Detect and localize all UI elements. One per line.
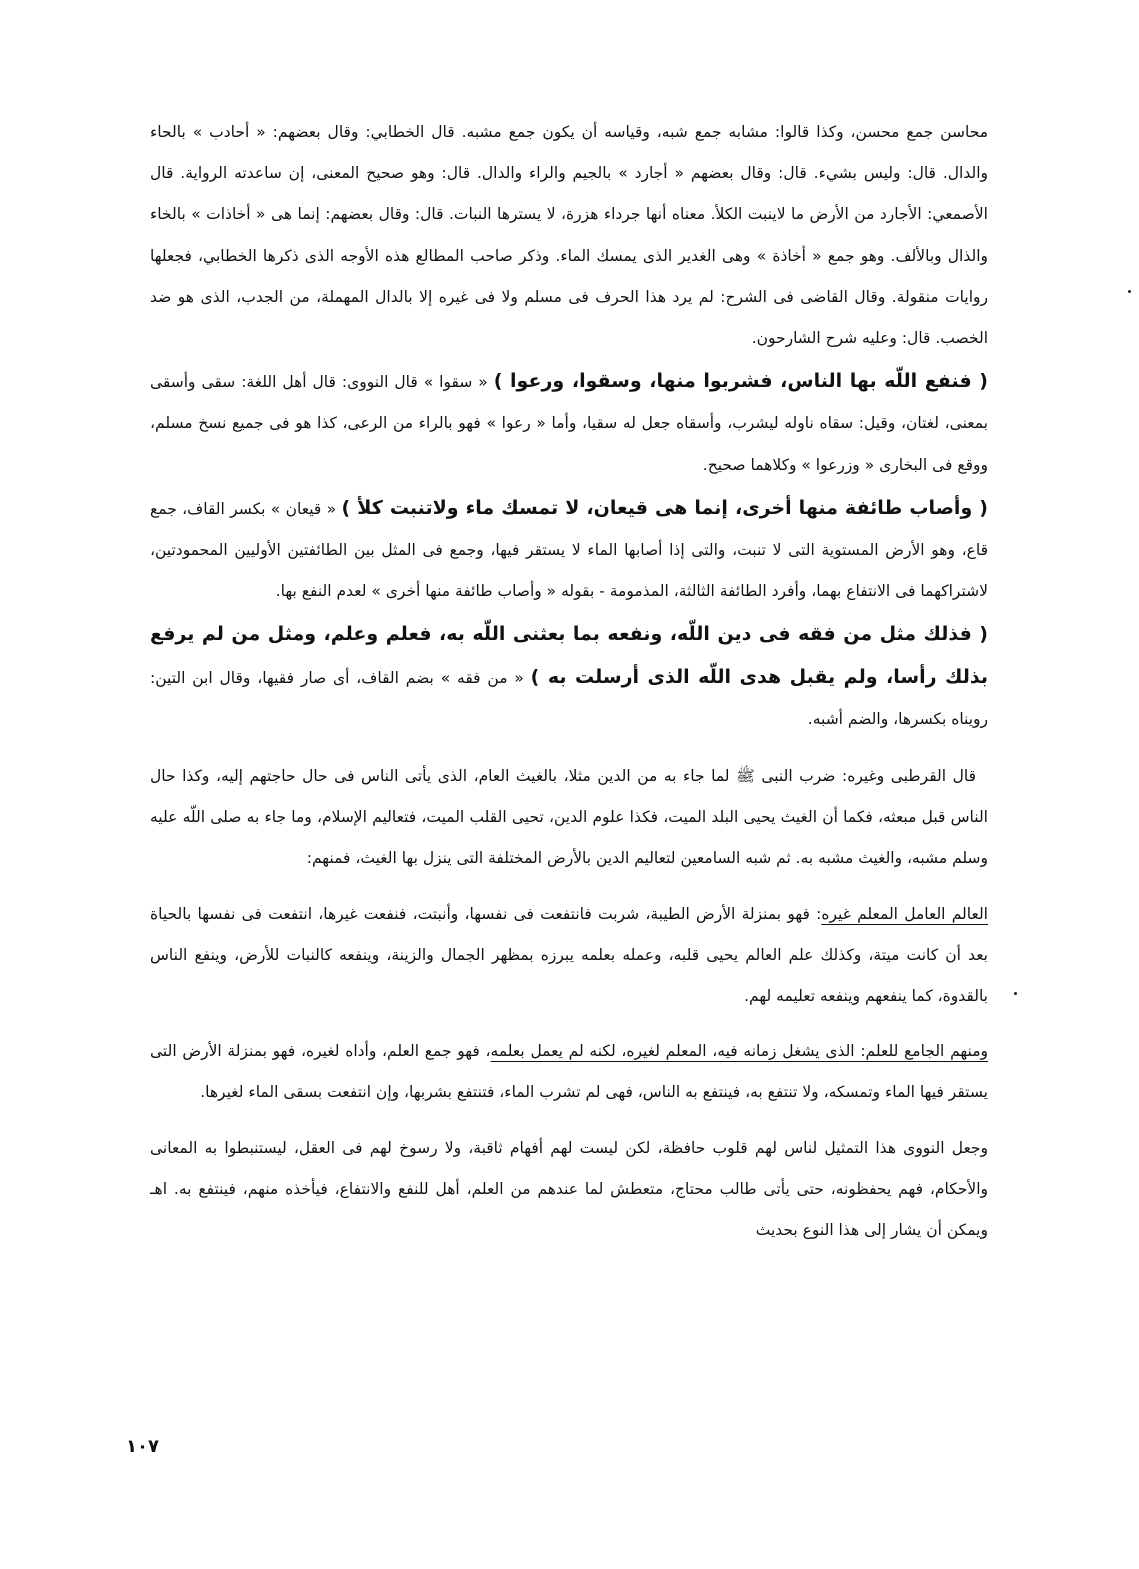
hadith-quote-3: ( فذلك مثل من فقه فى دين اللّه، ونفعه بما بعثنى اللّه به، فعلم وعلم، ومثل من لم يرفع بذلك رأسا، ولم يقبل هدى اللّه الذى أرسلت به ) [150,623,988,688]
paragraph-6 [150,894,988,1018]
paragraph-1-text: محاسن جمع محسن، وكذا قالوا: مشابه جمع شبه، وقياسه أن يكون جمع مشبه. قال الخطابي: وقال بعضهم: « أحادب » بالحاء والدال. قال: وليس بشيء. قال: وقال بعضهم « أجارد » بالجيم والراء والدال. قال: وهو صحيح المعنى، إن ساعدته الرواية. قال الأصمعي: الأجارد من الأرض ما لاينبت الكلأ. معناه أنها جرداء هزرة، لا يسترها النبات. قال: وقال بعضهم: إنما هى « أخاذات » بالخاء والذال وبالألف. وهو جمع « أخاذة » وهى الغدير الذى يمسك الماء. وذكر صاحب المطالع هذه الأوجه الذى ذكرها الخطابي، فجعلها روايات منقولة. وقال القاضى فى الشرح: لم يرد هذا الحرف فى مسلم ولا فى غيره إلا بالدال المهملة، من الجدب، الذى هو ضد الخصب. قال: وعليه شرح الشارحون. [150,123,988,348]
paragraph-2-commentary: « سقوا » قال النووى: قال أهل اللغة: سقى وأسقى بمعنى، لغتان، وقيل: سقاه ناوله ليشرب، وأسقاه جعل له سقيا، وأما « رعوا » فهو بالراء من الرعى، كذا هو فى جميع نسخ مسلم، ووقع فى البخارى « وزرعوا » وكلاهما صحيح. [150,373,988,474]
paragraph-6-text: : فهو بمنزلة الأرض الطيبة، شربت فانتفعت فى نفسها، وأنبتت، فنفعت غيرها، انتفعت فى نفسها بالحياة بعد أن كانت ميتة، وكذلك علم العالم يحيى قلبه، وعمله بعلمه يبرزه بمظهر الجمال والزينة، وينفعه كالنبات للأرض، وينفع الناس بالقدوة، كما ينفعهم وينفعه تعليمه لهم. [150,904,988,1006]
paragraph-3 [150,488,988,613]
paragraph-4 [150,614,988,740]
paragraph-2 [150,361,988,486]
paragraph-4-commentary: « من فقه » بضم القاف، أى صار فقيها، وقال ابن التين: رويناه بكسرها، والضم أشبه. [150,668,988,728]
paragraph-3-commentary: « قيعان » بكسر القاف، جمع قاع، وهو الأرض المستوية التى لا تنبت، والتى إذا أصابها الماء لا يستقر فيها، وجمع فى المثل بين الطائفتين الأوليين المحمودتين، لاشتراكهما فى الانتفاع بهما، وأفرد الطائفة الثالثة، المذمومة - بقوله « وأصاب طائفة منها أخرى » لعدم النفع بها. [150,499,988,601]
hadith-quote-1: ( فنفع اللّه بها الناس، فشربوا منها، وسقوا، ورعوا ) [493,370,988,393]
paragraph-5 [150,756,988,880]
paragraph-8-text: وجعل النووى هذا التمثيل لناس لهم قلوب حافظة، لكن ليست لهم أفهام ثاقبة، ولا رسوخ لهم فى العقل، ليستنبطوا به المعانى والأحكام، فهم يحفظونه، حتى يأتى طالب محتاج، متعطش لما عندهم من العلم، أهل للنفع والانتفاع، فيأخذه منهم، فينتفع به. اهـ ويمكن أن يشار إلى هذا النوع بحديث [150,1138,988,1240]
paragraph-7-text: ، فهو جمع العلم، وأداه لغيره، فهو بمنزلة الأرض التى يستقر فيها الماء وتمسكه، ولا تنتفع به، فينتفع به الناس، فهى لم تشرب الماء، فتنتفع بشربها، وإن انتفعت بسقى الماء لغيرها. [150,1042,988,1102]
scan-speck [1128,290,1131,293]
page-body [150,112,988,1251]
underlined-term-2: ومنهم الجامع للعلم: الذى يشغل زمانه فيه، المعلم لغيره، لكنه لم يعمل بعلمه [490,1042,988,1061]
hadith-quote-2: ( وأصاب طائفة منها أخرى، إنما هى قيعان، لا تمسك ماء ولاتنبت كلأ ) [341,496,988,519]
paragraph-5-text: قال القرطبى وغيره: ضرب النبى ﷺ لما جاء به من الدين مثلا، بالغيث العام، الذى يأتى الناس فى حال حاجتهم إليه، وكذا حال الناس قبل مبعثه، فكما أن الغيث يحيى البلد الميت، فكذا علوم الدين، تحيى القلب الميت، فتعاليم الإسلام، وما جاء به صلى اللّه عليه وسلم مشبه، والغيث مشبه به. ثم شبه السامعين لتعاليم الدين بالأرض المختلفة التى ينزل بها الغيث، فمنهم: [150,767,988,868]
paragraph-7 [150,1031,988,1113]
paragraph-1 [150,112,988,359]
page-number: ١٠٧ [126,1436,159,1457]
scan-speck [1014,992,1017,995]
underlined-term-1: العالم العامل المعلم غيره [821,904,988,923]
paragraph-8 [150,1128,988,1252]
